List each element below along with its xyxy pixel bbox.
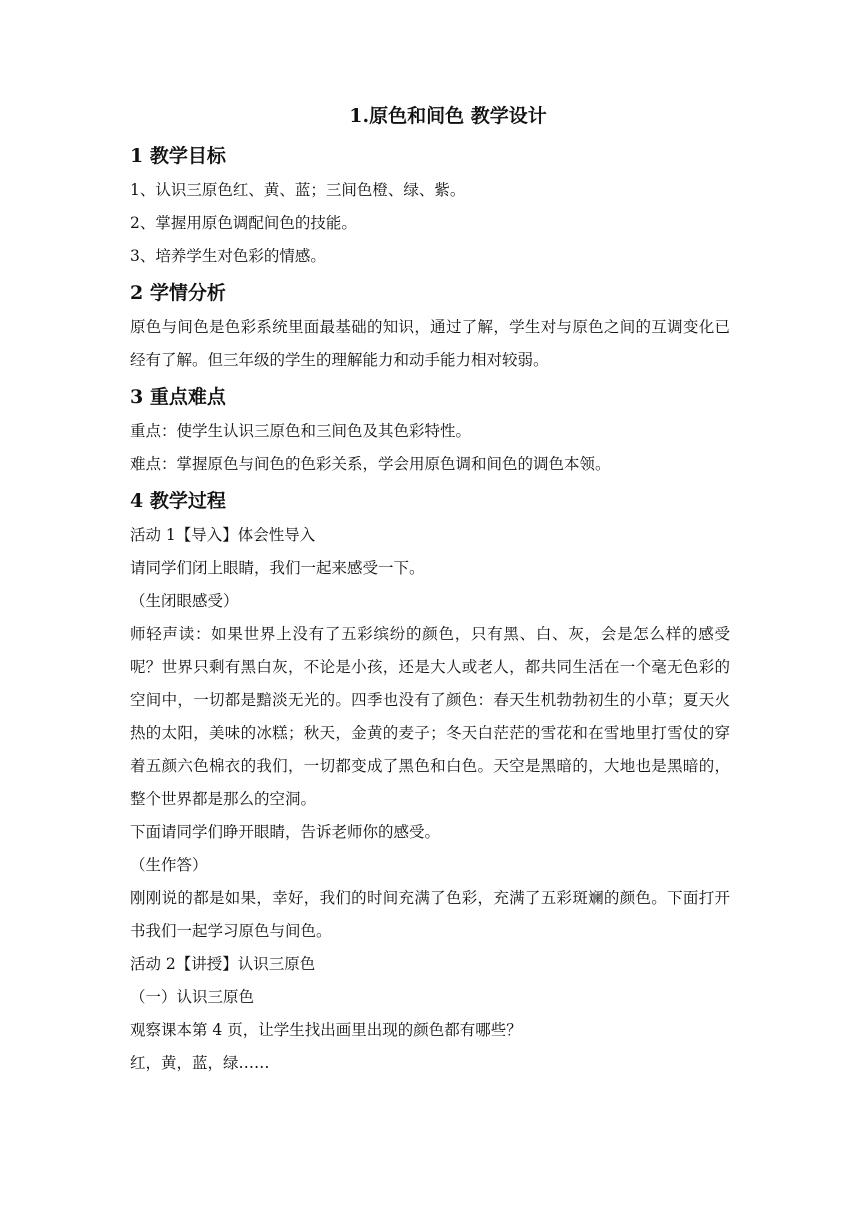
section-heading-objectives: 1 教学目标 (130, 145, 226, 167)
section-heading-analysis: 2 学情分析 (130, 282, 226, 304)
process-line-1: 请同学们闭上眼睛，我们一起来感受一下。 (130, 559, 425, 577)
activity-1-title: 活动 1【导入】体会性导入 (130, 526, 316, 544)
teacher-reading-paragraph: 师轻声读：如果世界上没有了五彩缤纷的颜色，只有黑、白、灰，会是怎么样的感受呢？世界只剩有黑白灰，不论是小孩，还是大人或老人，都共同生活在一个毫无色彩的空间中，一切都是黯淡无光的。四季也没有了颜色：春天生机勃勃初生的小草；夏天火热的太阳，美味的冰糕；秋天，金黄的麦子；冬天白茫茫的雪花和在雪地里打雪仗的穿着五颜六色棉衣的我们，一切都变成了黑色和白色。天空是黑暗的，大地也是黑暗的，整个世界都是那么的空洞。 (130, 625, 730, 808)
subsection-1-title: （一）认识三原色 (130, 988, 255, 1006)
process-line-4: （生作答） (130, 856, 208, 874)
section-heading-process: 4 教学过程 (130, 490, 226, 512)
summary-paragraph: 刚刚说的都是如果，幸好，我们的时间充满了色彩，充满了五彩斑斓的颜色。下面打开书我们一起学习原色与间色。 (130, 889, 730, 940)
document-page (130, 96, 730, 1080)
colors-line: 红，黄，蓝，绿…… (130, 1054, 270, 1072)
section-heading-key-points: 3 重点难点 (130, 386, 226, 408)
objective-item-2: 2、掌握用原色调配间色的技能。 (130, 214, 357, 232)
objective-item-3: 3、培养学生对色彩的情感。 (130, 247, 326, 265)
observe-line: 观察课本第 4 页，让学生找出画里出现的颜色都有哪些？ (130, 1021, 522, 1039)
analysis-paragraph: 原色与间色是色彩系统里面最基础的知识，通过了解，学生对与原色之间的互调变化已经有了解。但三年级的学生的理解能力和动手能力相对较弱。 (130, 318, 730, 369)
document-title: 1.原色和间色 教学设计 (349, 105, 547, 127)
key-point-difficulty: 难点：掌握原色与间色的色彩关系，学会用原色调和间色的调色本领。 (130, 455, 611, 473)
process-line-3: 下面请同学们睁开眼睛，告诉老师你的感受。 (130, 823, 441, 841)
activity-2-title: 活动 2【讲授】认识三原色 (130, 955, 316, 973)
key-point-focus: 重点：使学生认识三原色和三间色及其色彩特性。 (130, 422, 472, 440)
process-line-2: （生闭眼感受） (130, 592, 239, 610)
objective-item-1: 1、认识三原色红、黄、蓝；三间色橙、绿、紫。 (130, 181, 466, 199)
